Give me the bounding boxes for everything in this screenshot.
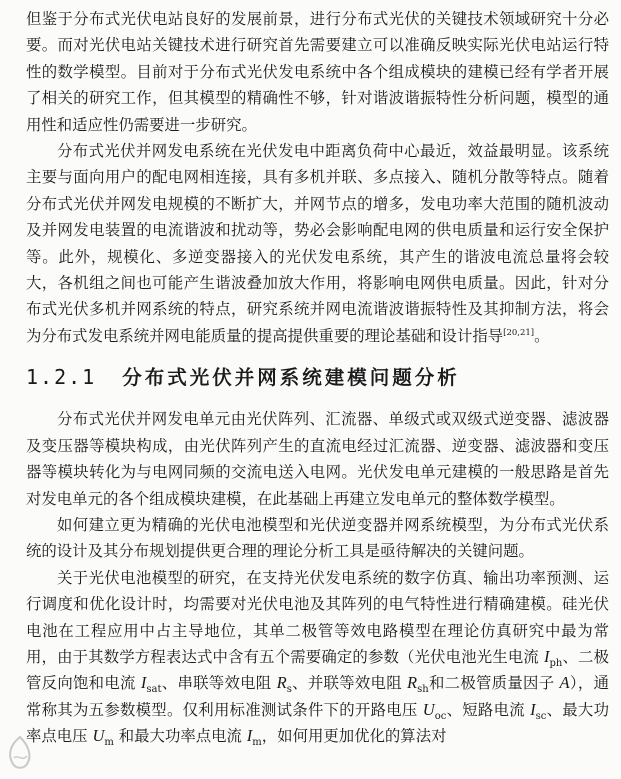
symbol-rs: R — [276, 673, 287, 693]
text-run: 、并联等效电阻 — [291, 674, 408, 693]
symbol-rsh-sub: sh — [417, 684, 429, 696]
symbol-rsh: R — [407, 673, 418, 693]
symbol-isc-sub: sc — [535, 710, 547, 722]
text-run: 和最大功率点电流 — [113, 727, 247, 746]
paragraph-end: 。 — [534, 326, 550, 345]
paragraph-intro-continued: 但鉴于分布式光伏电站良好的发展前景，进行分布式光伏的关键技术领域研究十分必要。而对光伏电站关键技术进行研究首先需要建立可以准确反映实际光伏电站运行特性的数学模型。目前对于分布式光伏发电系统中各个组成模块的建模已经有学者开展了相关的研究工作，但其模型的精确性不够，针对谐波谐振特性分析问题，模型的通用性和适应性仍需要进一步研究。 — [26, 10, 609, 134]
text-run: 、短路电流 — [446, 700, 531, 719]
section-heading — [26, 362, 609, 393]
watermark-icon — [3, 734, 37, 774]
paragraph-pv-cell-model — [26, 565, 609, 750]
symbol-im: I — [246, 726, 253, 746]
symbol-um-sub: m — [104, 737, 114, 749]
text-run: ，如何用更加优化的算法对 — [261, 727, 447, 746]
text-run: 、最大功率点电压 — [26, 700, 609, 746]
symbol-isc: I — [530, 699, 536, 719]
symbol-isat: I — [140, 673, 147, 693]
symbol-uoc: U — [422, 699, 435, 719]
paragraph-text: 分布式光伏并网发电系统在光伏发电中距离负荷中心最近，效益最明显。该系统主要与面向用户的配电网相连接，具有多机并联、多点接入、随机分散等特点。随着分布式光伏并网发电规模的不断扩大，并网节点的增多，发电功率大范围的随机波动及并网发电装置的电流谐波和扰动等，势必会影响配电网的供电质量和运行安全保护等。此外，规模化、多逆变器接入的光伏发电系统，其产生的谐波电流总量将会较大，各机组之间也可能产生谐波叠加放大作用，将影响电网供电质量。因此，针对分布式光伏多机并网系统的特点，研究系统并网电流谐波谐振特性及其抑制方法，将会为分布式发电系统并网电能质量的提高提供重要的理论基础和设计指导 — [26, 142, 609, 345]
symbol-a: A — [559, 673, 570, 693]
symbol-isat-sub: sat — [146, 684, 162, 696]
symbol-rs-sub: s — [286, 684, 292, 696]
symbol-um: U — [92, 726, 105, 746]
citation-reference: [20,21] — [503, 327, 535, 338]
paragraph-grid-connected-features — [26, 138, 609, 349]
section-title: 分布式光伏并网系统建模问题分析 — [122, 366, 460, 390]
section-number: 1.2.1 — [26, 365, 97, 390]
text-run: 、串联等效电阻 — [161, 674, 277, 693]
paragraph-key-problem: 如何建立更为精确的光伏电池模型和光伏逆变器并网系统模型，为分布式光伏系统的设计及其分布规划提供更合理的理论分析工具是亟待解决的关键问题。 — [26, 515, 609, 561]
text-run: 关于光伏电池模型的研究，在支持光伏发电系统的数字仿真、输出功率预测、运行调度和优化设计时，均需要对光伏电池及其阵列的电气特性进行精确建模。硅光伏电池在工程应用中占主导地位，其单二极管等效电路模型在理论仿真研究中最为常用，由于其数学方程表达式中含有五个需要确定的参数（光伏电池光生电流 — [26, 568, 609, 666]
symbol-im-sub: m — [252, 737, 262, 749]
symbol-iph-sub: ph — [549, 658, 563, 670]
text-run: ），通常称其为五参数模型。仅利用标准测试条件下的开路电压 — [26, 674, 609, 719]
text-run: 、二极管反向饱和电流 — [26, 647, 609, 693]
paragraph-unit-composition: 分布式光伏并网发电单元由光伏阵列、汇流器、单级式或双级式逆变器、滤波器及变压器等模块构成，由光伏阵列产生的直流电经过汇流器、逆变器、滤波器和变压器等模块转化为与电网同频的交流电送入电网。光伏发电单元建模的一般思路是首先对发电单元的各个组成模块建模，在此基础上再建立发电单元的整体数学模型。 — [26, 410, 609, 508]
symbol-iph: I — [544, 646, 550, 666]
symbol-uoc-sub: oc — [434, 710, 447, 722]
text-run: 和二极管质量因子 — [428, 674, 560, 693]
